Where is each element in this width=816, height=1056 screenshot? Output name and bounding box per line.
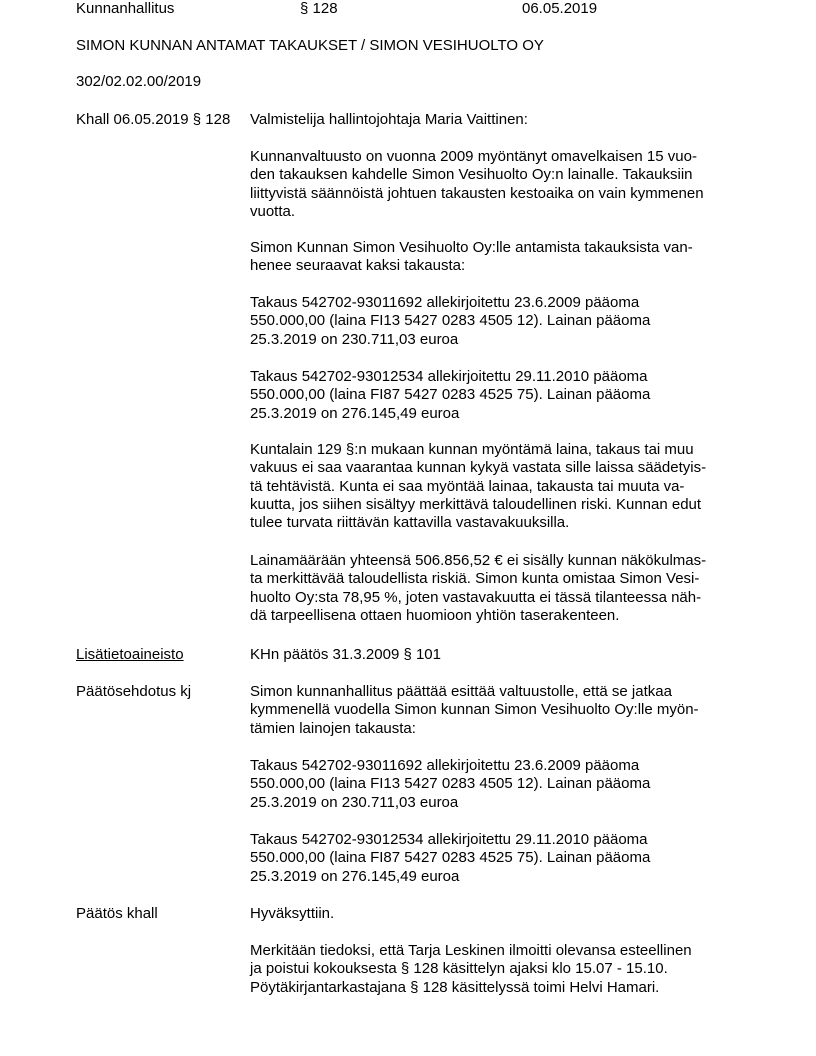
text-line: 25.3.2019 on 230.711,03 euroa (250, 330, 459, 348)
text-line: vakuus ei saa vaarantaa kunnan kykyä vastata sille laissa säädetyis- (250, 459, 707, 477)
additional-info-text: KHn päätös 31.3.2009 § 101 (250, 646, 441, 663)
body-paragraph-6 (250, 552, 750, 625)
text-line: tämien lainojen takausta: (250, 719, 416, 737)
text-line: 25.3.2019 on 230.711,03 euroa (250, 793, 459, 811)
text-line: Lainamäärään yhteensä 506.856,52 € ei sisälly kunnan näkökulmas- (250, 552, 707, 569)
text-line: 25.3.2019 on 276.145,49 euroa (250, 404, 460, 422)
decision-paragraph-2 (250, 942, 750, 997)
body-paragraph-4 (250, 368, 750, 423)
body-paragraph-1 (250, 148, 750, 221)
proposal-paragraph-2 (250, 757, 750, 812)
text-line: Simon Kunnan Simon Vesihuolto Oy:lle antamista takauksista van- (250, 239, 693, 256)
body-paragraph-3 (250, 294, 750, 349)
text-line: Takaus 542702-93011692 allekirjoitettu 23.6.2009 pääoma (250, 294, 640, 311)
additional-info-label: Lisätietoaineisto (76, 646, 184, 663)
preparation-label: Khall 06.05.2019 § 128 (76, 111, 231, 128)
text-line: den takauksen kahdelle Simon Vesihuolto Oy:n lainalle. Takauksiin (250, 166, 693, 184)
record-number: 302/02.02.00/2019 (76, 73, 202, 90)
text-line: kymmenellä vuodella Simon kunnan Simon Vesihuolto Oy:lle myön- (250, 701, 699, 719)
text-line: 550.000,00 (laina FI13 5427 0283 4505 12). Lainan pääoma (250, 775, 651, 793)
text-line: tulee turvata riittävän kattavilla vastavakuuksilla. (250, 514, 570, 532)
text-line: Kuntalain 129 §:n mukaan kunnan myöntämä laina, takaus tai muu (250, 441, 694, 458)
text-line: Simon kunnanhallitus päättää esittää valtuustolle, että se jatkaa (250, 683, 672, 700)
text-line: 550.000,00 (laina FI87 5427 0283 4525 75). Lainan pääoma (250, 386, 651, 404)
text-line: ta merkittävää taloudellista riskiä. Simon kunta omistaa Simon Vesi- (250, 570, 700, 588)
proposal-label: Päätösehdotus kj (76, 683, 192, 700)
text-line: Takaus 542702-93012534 allekirjoitettu 29.11.2010 pääoma (250, 368, 648, 385)
text-line: vuotta. (250, 202, 296, 220)
text-line: 550.000,00 (laina FI87 5427 0283 4525 75). Lainan pääoma (250, 849, 651, 867)
decision-label: Päätös khall (76, 905, 158, 922)
text-line: 550.000,00 (laina FI13 5427 0283 4505 12). Lainan pääoma (250, 312, 651, 330)
text-line: dä tarpeellisena ottaen huomioon yhtiön taserakenteen. (250, 606, 620, 624)
header-organ: Kunnanhallitus (76, 0, 175, 17)
header-date: 06.05.2019 (522, 0, 598, 17)
text-line: henee seuraavat kaksi takausta: (250, 257, 466, 275)
document-title: SIMON KUNNAN ANTAMAT TAKAUKSET / SIMON VESIHUOLTO OY (76, 37, 544, 54)
text-line: 25.3.2019 on 276.145,49 euroa (250, 867, 460, 885)
text-line: Kunnanvaltuusto on vuonna 2009 myöntänyt omavelkaisen 15 vuo- (250, 148, 697, 165)
header-section: § 128 (300, 0, 338, 17)
body-paragraph-5 (250, 441, 750, 532)
preparation-text: Valmistelija hallintojohtaja Maria Vaittinen: (250, 111, 528, 128)
body-paragraph-2 (250, 239, 750, 276)
text-line: ja poistui kokouksesta § 128 käsittelyn ajaksi klo 15.07 - 15.10. (250, 960, 668, 978)
text-line: Merkitään tiedoksi, että Tarja Leskinen ilmoitti olevansa esteellinen (250, 942, 692, 959)
text-line: Pöytäkirjantarkastajana § 128 käsittelyssä toimi Helvi Hamari. (250, 978, 660, 996)
text-line: tä tehtävistä. Kunta ei saa myöntää lainaa, takausta tai muuta va- (250, 477, 685, 495)
decision-paragraph-1 (250, 905, 750, 923)
text-line: Hyväksyttiin. (250, 905, 335, 922)
text-line: Takaus 542702-93011692 allekirjoitettu 23.6.2009 pääoma (250, 757, 640, 774)
text-line: Takaus 542702-93012534 allekirjoitettu 29.11.2010 pääoma (250, 831, 648, 848)
proposal-paragraph-3 (250, 831, 750, 886)
text-line: liittyvistä säännöistä johtuen takausten kestoaika on vain kymmenen (250, 184, 704, 202)
proposal-paragraph-1 (250, 683, 750, 738)
text-line: kuutta, jos siihen sisältyy merkittävä taloudellinen riski. Kunnan edut (250, 495, 702, 513)
text-line: huolto Oy:sta 78,95 %, joten vastavakuutta ei tässä tilanteessa näh- (250, 588, 702, 606)
